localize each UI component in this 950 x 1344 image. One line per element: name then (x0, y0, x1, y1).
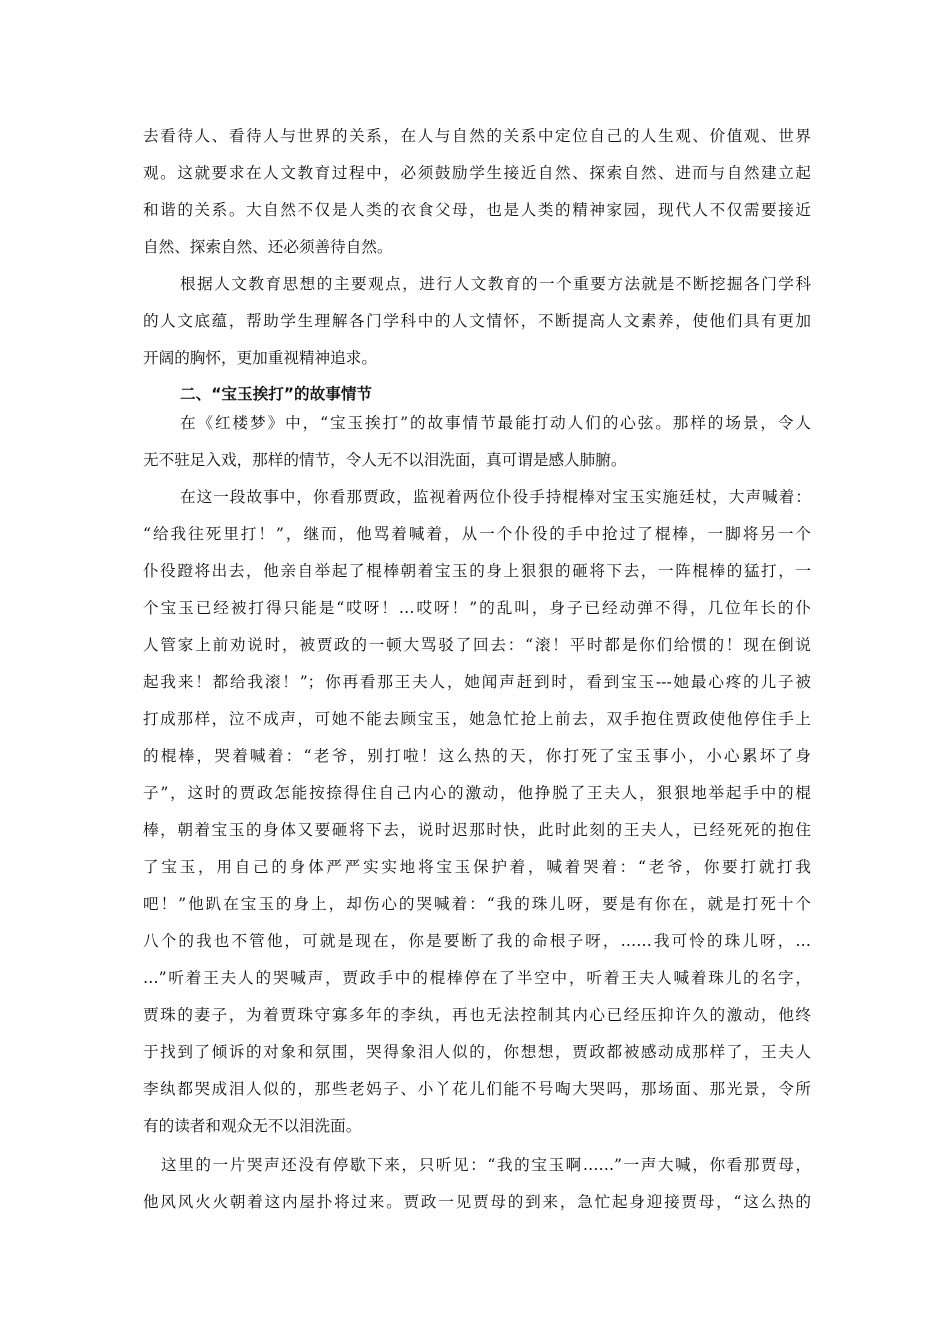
text-line: 李纨都哭成泪人似的，那些老妈子、小丫花儿们能不号啕大哭吗，那场面、那光景，令所 (143, 1080, 811, 1098)
text-line: 打成那样，泣不成声，可她不能去顾宝玉，她急忙抢上前去，双手抱住贾政使他停住手上 (143, 710, 811, 728)
text-line: 起我来！都给我滚！”；你再看那王夫人，她闻声赶到时，看到宝玉---她最心疼的儿子被 (143, 673, 811, 691)
text-line: 这里的一片哭声还没有停歇下来，只听见：“我的宝玉啊……”一声大喊，你看那贾母， (161, 1156, 811, 1174)
text-line: 八个的我也不管他，可就是现在，你是要断了我的命根子呀，……我可怜的珠儿呀，… (143, 932, 811, 950)
text-line: 个宝玉已经被打得只能是“哎呀！…哎呀！”的乱叫，身子已经动弹不得，几位年长的仆 (143, 599, 811, 617)
text-line: …”听着王夫人的哭喊声，贾政手中的棍棒停在了半空中，听着王夫人喊着珠儿的名字， (143, 969, 811, 987)
text-line: 的棍棒，哭着喊着：“老爷，别打啦！这么热的天，你打死了宝玉事小，小心累坏了身 (143, 747, 811, 765)
text-line: 和谐的关系。大自然不仅是人类的衣食父母，也是人类的精神家园，现代人不仅需要接近 (143, 201, 811, 219)
text-line: 了宝玉，用自己的身体严严实实地将宝玉保护着，喊着哭着：“老爷，你要打就打我 (143, 858, 811, 876)
text-line: 于找到了倾诉的对象和氛围，哭得象泪人似的，你想想，贾政都被感动成那样了，王夫人 (143, 1043, 811, 1061)
text-line: “给我往死里打！”，继而，他骂着喊着，从一个仆役的手中抢过了棍棒，一脚将另一个 (143, 525, 811, 543)
text-line: 观。这就要求在人文教育过程中，必须鼓励学生接近自然、探索自然、进而与自然建立起 (143, 164, 811, 182)
text-line: 在这一段故事中，你看那贾政，监视着两位仆役手持棍棒对宝玉实施廷杖，大声喊着： (180, 488, 811, 506)
text-line: 在《红楼梦》中，“宝玉挨打”的故事情节最能打动人们的心弦。那样的场景，令人 (180, 414, 811, 432)
text-line: 去看待人、看待人与世界的关系，在人与自然的关系中定位自己的人生观、价值观、世界 (143, 127, 811, 145)
text-line: 他风风火火朝着这内屋扑将过来。贾政一见贾母的到来，急忙起身迎接贾母，“这么热的 (143, 1193, 811, 1211)
text-line: 根据人文教育思想的主要观点，进行人文教育的一个重要方法就是不断挖掘各门学科 (180, 275, 811, 293)
text-line: 无不驻足入戏，那样的情节，令人无不以泪洗面，真可谓是感人肺腑。 (143, 451, 627, 469)
text-line: 人管家上前劝说时，被贾政的一顿大骂驳了回去：“滚！平时都是你们给惯的！现在倒说 (143, 636, 811, 654)
text-line: 棒，朝着宝玉的身体又要砸将下去，说时迟那时快，此时此刻的王夫人，已经死死的抱住 (143, 821, 811, 839)
text-line: 吧！”他趴在宝玉的身上，却伤心的哭喊着：“我的珠儿呀，要是有你在，就是打死十个 (143, 895, 811, 913)
text-line: 有的读者和观众无不以泪洗面。 (143, 1117, 362, 1135)
text-line: 子”，这时的贾政怎能按捺得住自己内心的激动，他挣脱了王夫人，狠狠地举起手中的棍 (143, 784, 811, 802)
text-line: 自然、探索自然、还必须善待自然。 (143, 238, 393, 256)
text-line: 的人文底蕴，帮助学生理解各门学科中的人文情怀，不断提高人文素养，使他们具有更加 (143, 312, 811, 330)
text-line: 开阔的胸怀，更加重视精神追求。 (143, 349, 377, 367)
text-line: 贾珠的妻子，为着贾珠守寡多年的李纨，再也无法控制其内心已经压抑许久的激动，他终 (143, 1006, 811, 1024)
section-heading: 二、“宝玉挨打”的故事情节 (180, 385, 373, 403)
text-line: 仆役蹬将出去，他亲自举起了棍棒朝着宝玉的身上狠狠的砸将下去，一阵棍棒的猛打，一 (143, 562, 811, 580)
